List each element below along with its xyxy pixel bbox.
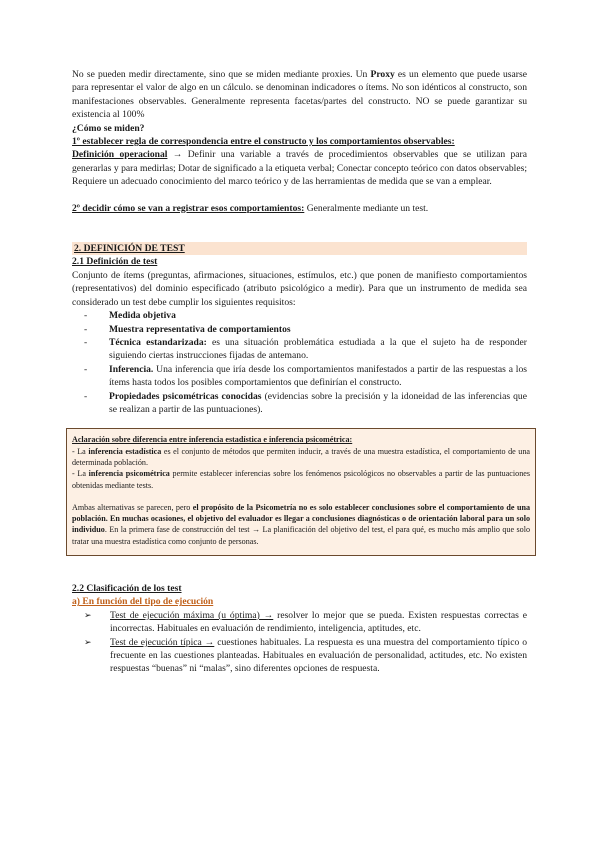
subsection-2-2-title: 2.2 Clasificación de los test (72, 583, 182, 595)
list-item: ➢ Test de ejecución típica → cuestiones habituales. La respuesta es una muestra del comportamiento típico o frecuente en las cuestiones planteadas. Habituales en evaluación de personalidad, actitudes, etc. No existen respuestas “buenas” ni “malas”, sino diferentes opciones de respuesta. (84, 636, 527, 676)
paso1-heading: 1º establecer regla de correspondencia entre el constructo y los comportamientos observables: (72, 136, 455, 148)
inferencia-note-box (66, 428, 536, 556)
list-item: - Medida objetiva (84, 309, 527, 322)
tipo-ejecucion-heading: a) En función del tipo de ejecución (72, 596, 214, 608)
subsection-2-1-title: 2.1 Definición de test (72, 256, 158, 268)
note-box-title: Aclaración sobre diferencia entre inferencia estadística e inferencia psicométrica: (72, 435, 353, 445)
list-item: - Técnica estandarizada: es una situación problemática estudiada a la que el sujeto ha de responder siguiendo ciertas instrucciones fijadas de antemano. (84, 336, 527, 363)
definicion-operacional-term: Definición operacional (72, 149, 168, 161)
proxy-paragraph: No se pueden medir directamente, sino que se miden mediante proxies. Un Proxy es un elemento que puede usarse para representar el valor de algo en un cálculo. se denominan indicadores o ítems. No son idénticos al constructo, son manifestaciones observables. Generalmente representa facetas/partes del constructo. NO se puede garantizar su existencia al 100% (72, 69, 527, 121)
test-definition-paragraph: Conjunto de ítems (preguntas, afirmaciones, situaciones, estímulos, etc.) que ponen de manifiesto comportamientos (representativos) del dominio especificado (atributo psicológico a medir). Para que un instrumento de medida sea considerado un test debe cumplir los siguientes requisitos: (72, 269, 527, 308)
como-heading: ¿Cómo se miden? (72, 122, 145, 134)
proxy-term: Proxy (370, 69, 395, 80)
list-item: - Muestra representativa de comportamientos (84, 323, 527, 336)
note-paragraph: Ambas alternativas se parecen, pero el propósito de la Psicometría no es solo establecer conclusiones sobre el comportamiento de una población. En muchas ocasiones, el objetivo del evaluador es llegar a conclusiones diagnósticas o de orientación laboral para un solo individuo. En la primera fase de construcción del test → La planificación del objetivo del test, el para qué, es mucho más amplio que solo tratar una muestra estadística como conjunto de personas. (72, 502, 531, 546)
clasificacion-list (72, 609, 527, 676)
note-line-estadistica: - La inferencia estadística es el conjunto de métodos que permiten inducir, a través de una muestra estadística, el comportamiento de una determinada población. (72, 446, 530, 467)
paso2-paragraph: 2º decidir cómo se van a registrar esos comportamientos: Generalmente mediante un test. (72, 202, 429, 214)
document-page (72, 68, 531, 676)
requisitos-list (72, 309, 527, 416)
list-item: - Propiedades psicométricas conocidas (evidencias sobre la precisión y la idoneidad de las inferencias que se realizan a partir de las puntuaciones). (84, 390, 527, 417)
definicion-operacional-paragraph: Definición operacional → Definir una variable a través de procedimientos observables que se utilizan para generarlas y para medirlas; Dotar de significado a la etiqueta verbal; Conectar concepto teórico con datos observables; Requiere un adecuado conocimiento del marco teórico y de las herramientas de medida que se van a emplear. (72, 149, 527, 188)
paso2-heading: 2º decidir cómo se van a registrar esos comportamientos: (72, 202, 305, 214)
section-2-title: 2. DEFINICIÓN DE TEST (72, 242, 527, 255)
list-item: - Inferencia. Una inferencia que iría desde los comportamientos manifestados a partir de las respuestas a los ítems hasta todos los posibles comportamientos que definirían el constructo. (84, 363, 527, 390)
note-line-psicometrica: - La inferencia psicométrica permite establecer inferencias sobre los fenómenos psicológicos no observables a partir de las puntuaciones obtenidas mediante tests. (72, 469, 530, 490)
list-item: ➢ Test de ejecución máxima (u óptima) → resolver lo mejor que se pueda. Existen respuestas correctas e incorrectas. Habituales en evaluación de rendimiento, inteligencia, aptitudes, etc. (84, 609, 527, 636)
